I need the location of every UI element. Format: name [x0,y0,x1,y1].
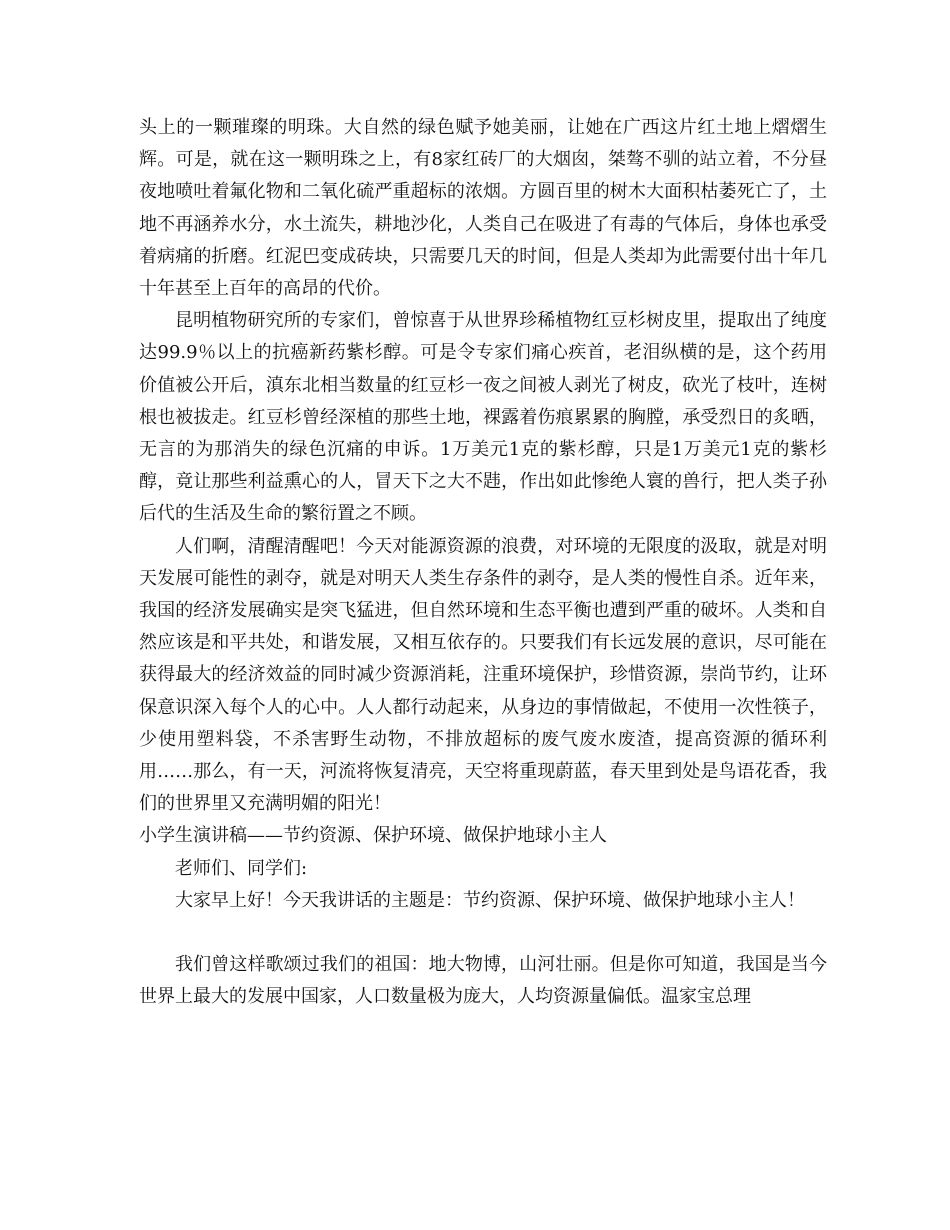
paragraph-gap [139,917,827,949]
speech-salutation: 老师们、同学们: [175,857,308,879]
paragraph-motherland: 我们曾这样歌颂过我们的祖国：地大物博，山河壮丽。但是你可知道，我国是当今世界上最大的发展中国家，人口数量极为庞大，人均资源量偏低。温家宝总理 [139,954,827,1008]
paragraph-yew-tree: 昆明植物研究所的专家们，曾惊喜于从世界珍稀植物红豆杉树皮里，提取出了纯度达99.9％以上的抗癌新药紫杉醇。可是令专家们痛心疾首，老泪纵横的是，这个药用价值被公开后，滇东北相当数量的红豆杉一夜之间被人剥光了树皮，砍光了枝叶，连树根也被拔走。红豆杉曾经深植的那些土地，裸露着伤痕累累的胸膛，承受烈日的炙晒，无言的为那消失的绿色沉痛的申诉。1万美元1克的紫杉醇，只是1万美元1克的紫杉醇，竟让那些利益熏心的人，冒天下之大不韪，作出如此惨绝人寰的兽行，把人类子孙后代的生活及生命的繁衍置之不顾。 [139,310,827,525]
paragraph-chimney-pollution: 头上的一颗璀璨的明珠。大自然的绿色赋予她美丽，让她在广西这片红土地上熠熠生辉。可是，就在这一颗明珠之上，有8家红砖厂的大烟囱，桀骜不驯的站立着，不分昼夜地喷吐着氟化物和二氧化硫严重超标的浓烟。方圆百里的树木大面积枯萎死亡了，土地不再涵养水分，水土流失，耕地沙化，人类自己在吸进了有毒的气体后，身体也承受着病痛的折磨。红泥巴变成砖块，只需要几天的时间，但是人类却为此需要付出十年几十年甚至上百年的高昂的代价。 [139,117,827,300]
paragraph-wake-up-call: 人们啊，清醒清醒吧！今天对能源资源的浪费，对环境的无限度的汲取，就是对明天发展可能性的剥夺，就是对明天人类生存条件的剥夺，是人类的慢性自杀。近年来，我国的经济发展确实是突飞猛进，但自然环境和生态平衡也遭到严重的破坏。人类和自然应该是和平共处，和谐发展，又相互依存的。只要我们有长远发展的意识，尽可能在获得最大的经济效益的同时减少资源消耗，注重环境保护，珍惜资源，崇尚节约，让环保意识深入每个人的心中。人人都行动起来，从身边的事情做起，不使用一次性筷子，少使用塑料袋，不杀害野生动物，不排放超标的废气废水废渣，提高资源的循环利用……那么，有一天，河流将恢复清亮，天空将重现蔚蓝，春天里到处是鸟语花香，我们的世界里又充满明媚的阳光！ [139,535,827,815]
speech-greeting: 大家早上好！今天我讲话的主题是：节约资源、保护环境、做保护地球小主人！ [175,889,805,911]
document-body [139,112,827,1013]
speech-title: 小学生演讲稿——节约资源、保护环境、做保护地球小主人 [139,825,607,847]
